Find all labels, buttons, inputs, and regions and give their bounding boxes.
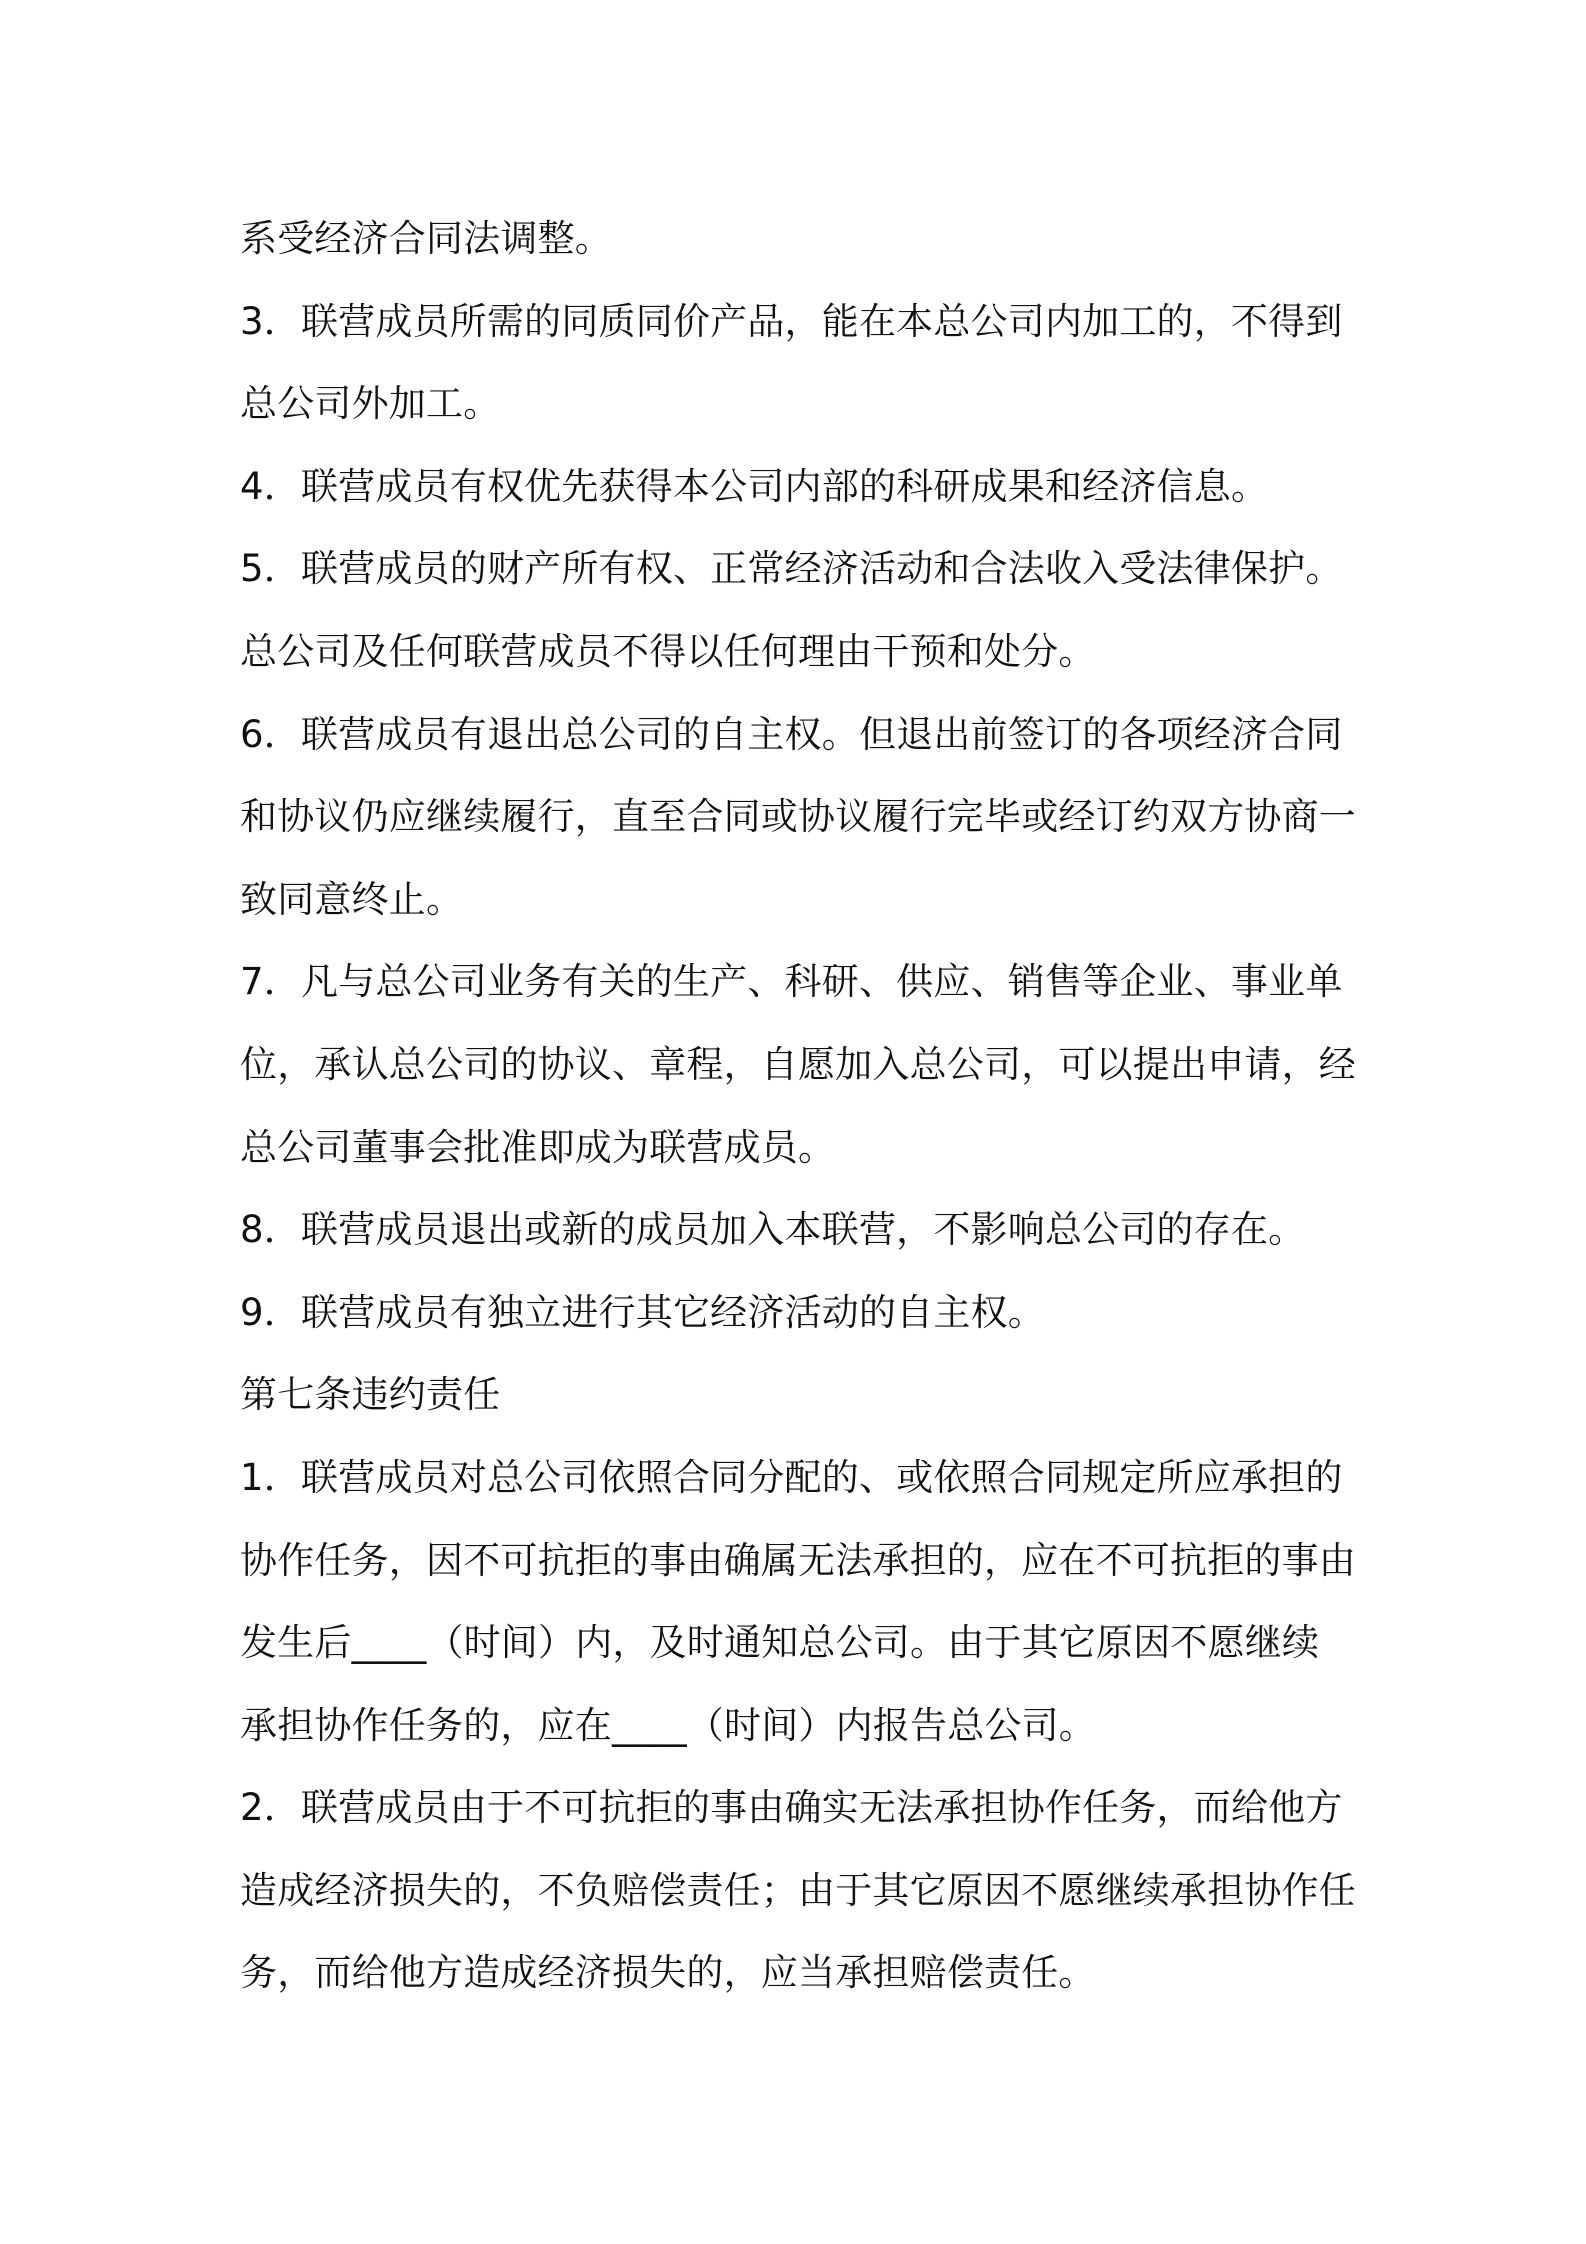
text-line: 系受经济合同法调整。 — [240, 217, 612, 260]
text-line: 1．联营成员对总公司依照合同分配的、或依照合同规定所应承担的 — [240, 1455, 1343, 1499]
text-line: 6．联营成员有退出总公司的自主权。但退出前签订的各项经济合同 — [240, 712, 1343, 756]
text-line: 协作任务，因不可抗拒的事由确属无法承担的，应在不可抗拒的事由 — [240, 1538, 1356, 1582]
text-line: 造成经济损失的，不负赔偿责任；由于其它原因不愿继续承担协作任 — [240, 1868, 1356, 1912]
text-line: 和协议仍应继续履行，直至合同或协议履行完毕或经订约双方协商一 — [240, 795, 1356, 839]
text-line: 总公司外加工。 — [240, 382, 501, 426]
text-line: 总公司董事会批准即成为联营成员。 — [240, 1125, 836, 1169]
text-line: 务，而给他方造成经济损失的，应当承担赔偿责任。 — [240, 1951, 1096, 1995]
text-line: 承担协作任务的，应在____（时间）内报告总公司。 — [240, 1703, 1096, 1747]
text-line: 9．联营成员有独立进行其它经济活动的自主权。 — [240, 1290, 1045, 1334]
text-line: 2．联营成员由于不可抗拒的事由确实无法承担协作任务，而给他方 — [240, 1786, 1343, 1830]
text-line: 8．联营成员退出或新的成员加入本联营，不影响总公司的存在。 — [240, 1208, 1306, 1252]
text-line: 位，承认总公司的协议、章程，自愿加入总公司，可以提出申请，经 — [240, 1042, 1356, 1086]
text-line: 发生后____（时间）内，及时通知总公司。由于其它原因不愿继续 — [240, 1621, 1320, 1665]
text-line: 总公司及任何联营成员不得以任何理由干预和处分。 — [240, 629, 1096, 673]
text-line: 7．凡与总公司业务有关的生产、科研、供应、销售等企业、事业单 — [240, 960, 1343, 1004]
text-line: 5．联营成员的财产所有权、正常经济活动和合法收入受法律保护。 — [240, 547, 1343, 591]
text-line: 3．联营成员所需的同质同价产品，能在本总公司内加工的，不得到 — [240, 299, 1343, 343]
document-body — [240, 198, 1360, 2015]
text-line: 4．联营成员有权优先获得本公司内部的科研成果和经济信息。 — [240, 464, 1269, 508]
section-heading: 第七条违约责任 — [240, 1373, 501, 1417]
text-line: 致同意终止。 — [240, 877, 464, 921]
